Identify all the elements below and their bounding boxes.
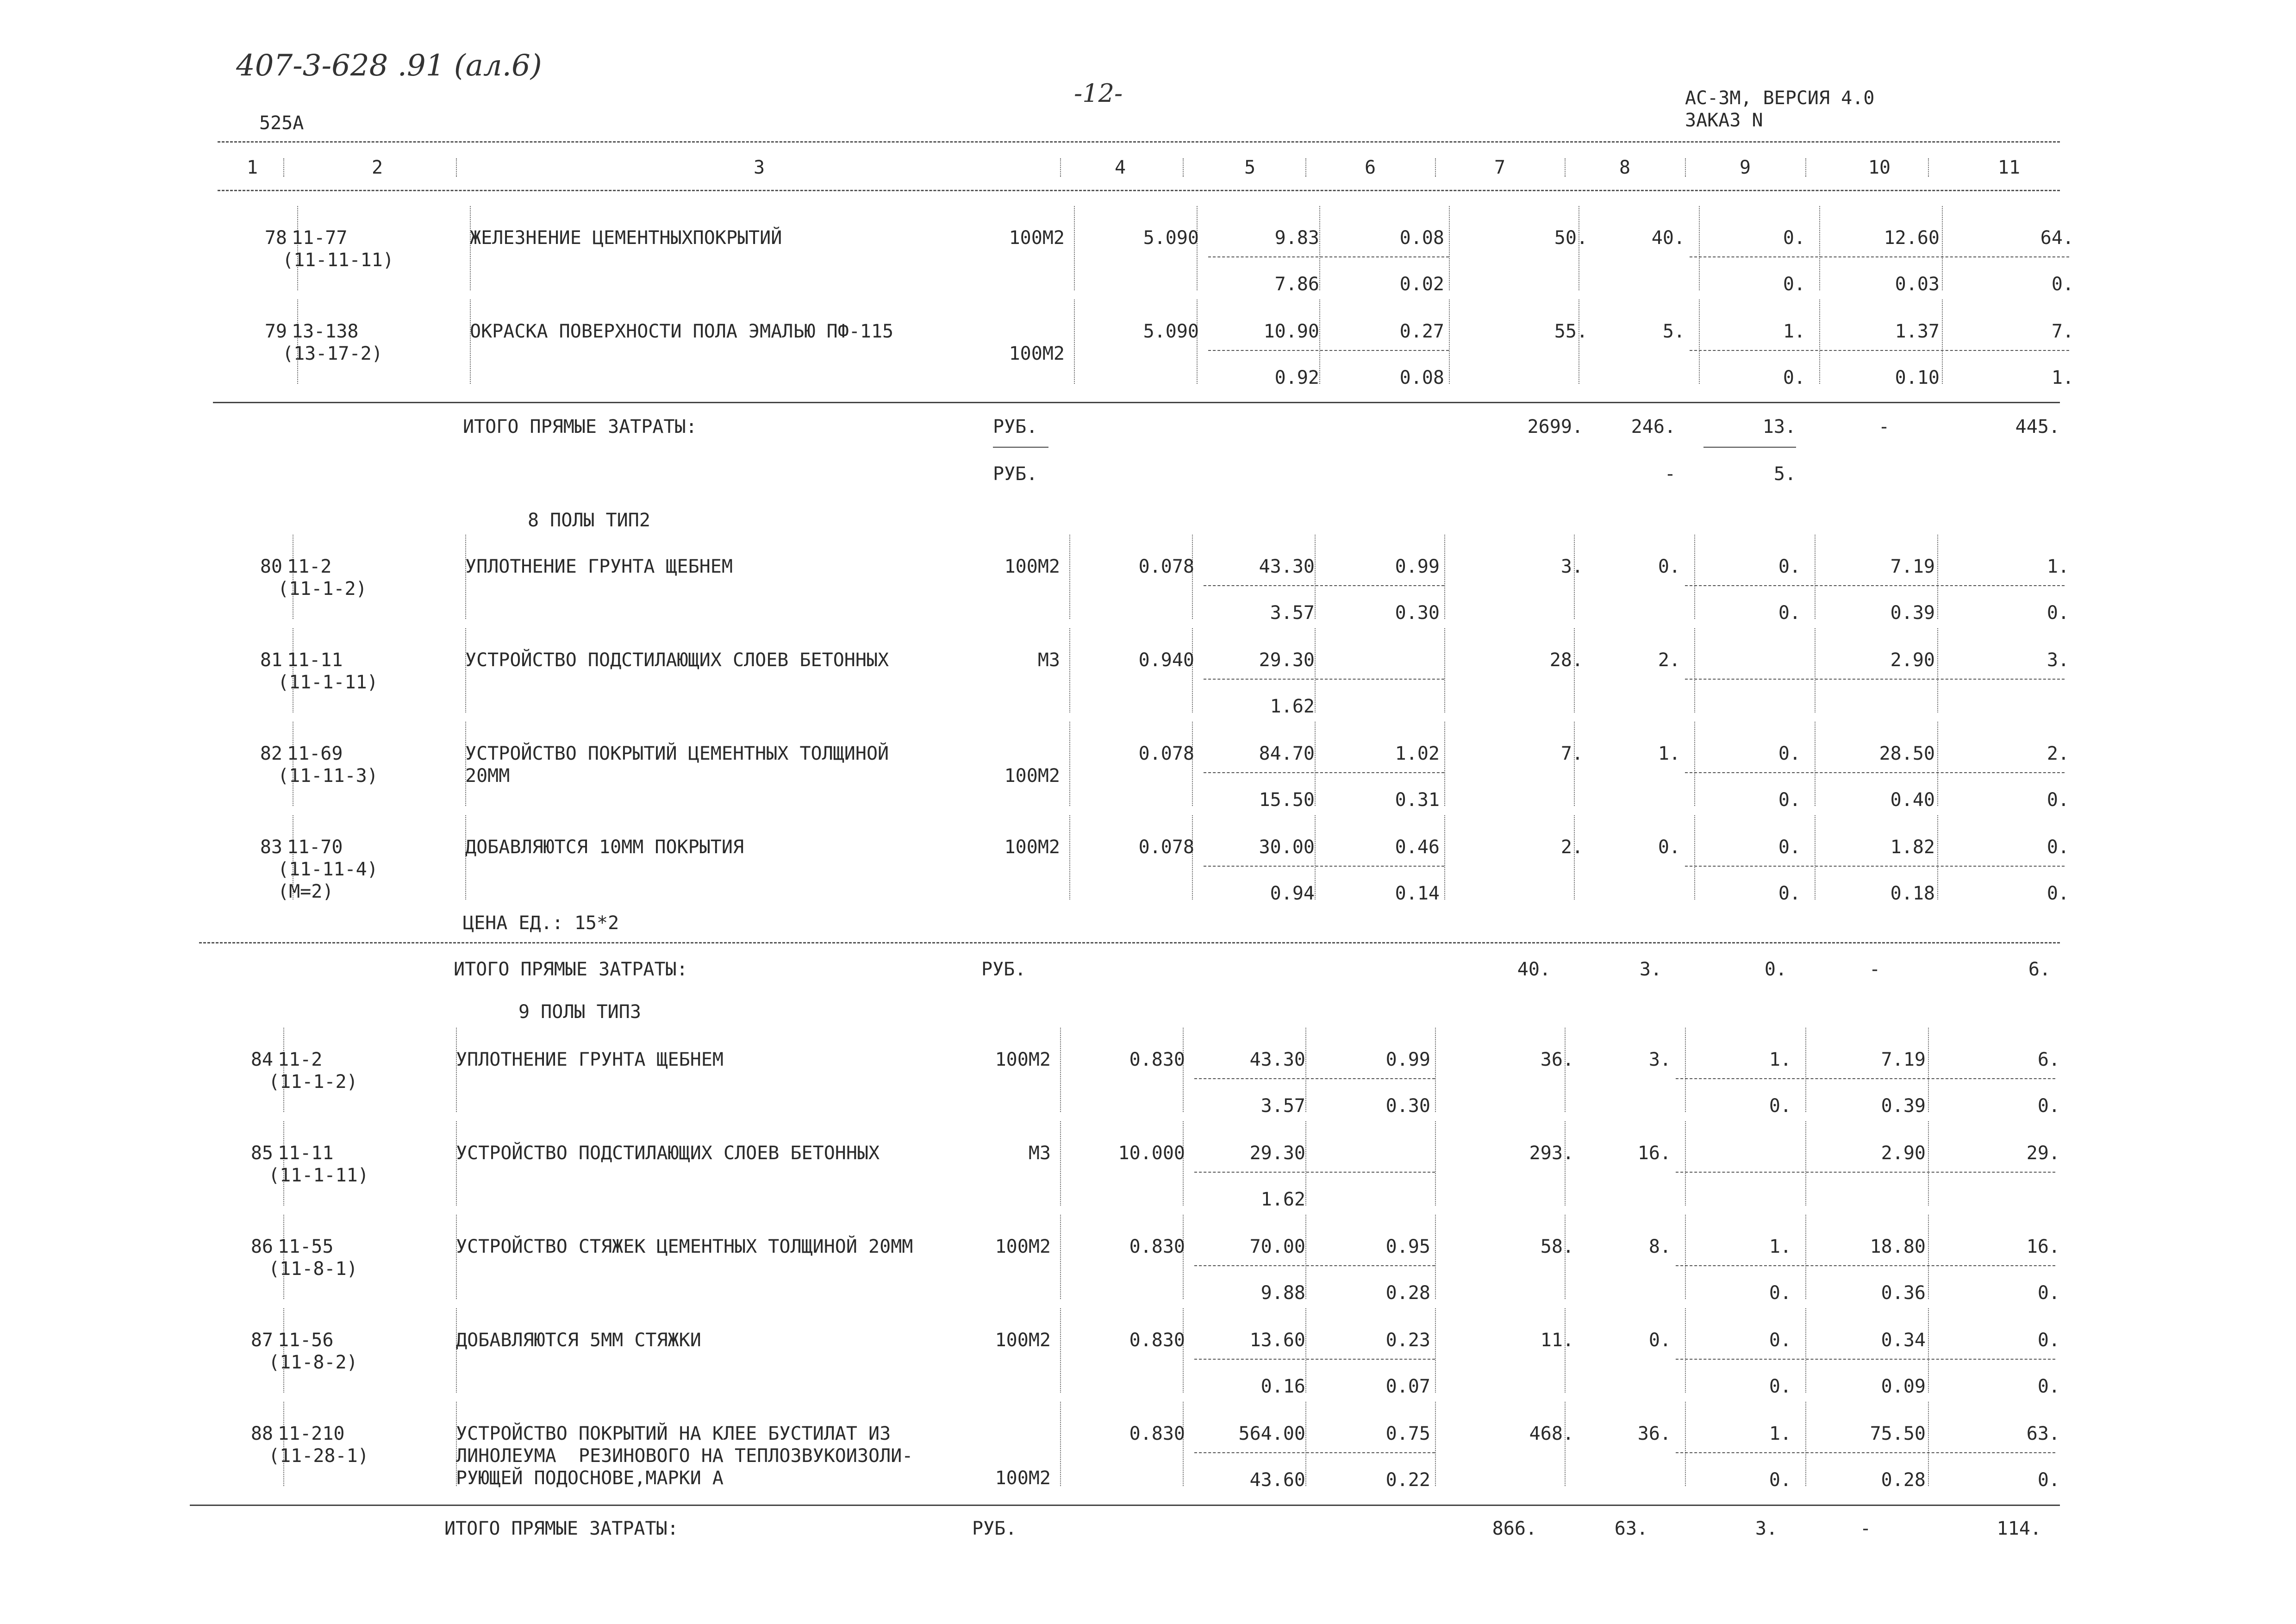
- row-subcode: (11-1-2): [268, 1071, 358, 1093]
- cell-c7: 50.: [1554, 227, 1588, 249]
- cell-c7: 28.: [1549, 650, 1583, 671]
- sub-rule: [1204, 772, 1444, 773]
- row-unit: М3: [1037, 650, 1060, 671]
- row-code: 11-11: [278, 1143, 334, 1164]
- total-c10: -: [1878, 416, 1890, 437]
- cell-price-2: 0.16: [1260, 1376, 1305, 1397]
- sub-rule: [1685, 679, 2065, 680]
- cell-price: 13.60: [1249, 1330, 1305, 1351]
- cell-c11: 16.: [2026, 1236, 2060, 1257]
- column-separator: [1069, 815, 1070, 899]
- column-header-1: 1: [246, 157, 258, 178]
- row-unit: М3: [1028, 1143, 1051, 1164]
- cell-c9: 0.: [1769, 1330, 1791, 1351]
- cell-c10-2: 0.39: [1890, 602, 1935, 624]
- cell-c8: 0.: [1658, 837, 1680, 858]
- block-1-rule: [213, 402, 2060, 403]
- cell-c11: 6.: [2037, 1049, 2060, 1070]
- header-bottom-rule: [218, 190, 2060, 191]
- cell-c7: 2.: [1560, 837, 1583, 858]
- cell-price: 29.30: [1249, 1143, 1305, 1164]
- total-c11: 114.: [1997, 1518, 2041, 1539]
- cell-c9: 0.: [1778, 743, 1801, 764]
- column-separator: [1060, 1215, 1061, 1299]
- cell-c10: 18.80: [1870, 1236, 1926, 1257]
- cell-c9-2: 0.: [1778, 883, 1801, 904]
- section-8-title: 8 ПОЛЫ ТИП2: [528, 510, 650, 531]
- cell-c11-2: 0.: [2037, 1376, 2060, 1397]
- cell-c9-2: 0.: [1783, 367, 1805, 388]
- sub-rule: [1676, 1359, 2055, 1360]
- cell-qty: 5.090: [1143, 321, 1199, 342]
- sub-rule: [1676, 1452, 2055, 1453]
- row-unit: 100М2: [1009, 227, 1065, 249]
- cell-c10-2: 0.40: [1890, 789, 1935, 811]
- cell-c7: 58.: [1540, 1236, 1574, 1257]
- total-unit: РУБ.: [972, 1518, 1017, 1539]
- cell-c9: 0.: [1778, 556, 1801, 577]
- cell-c8: 3.: [1648, 1049, 1671, 1070]
- cell-price: 29.30: [1259, 650, 1315, 671]
- total-unit: РУБ.: [993, 416, 1038, 437]
- cell-c11: 1.: [2046, 556, 2069, 577]
- cell-c9: 1.: [1783, 321, 1805, 342]
- cell-c8: 0.: [1648, 1330, 1671, 1351]
- column-header-7: 7: [1494, 157, 1506, 178]
- row-name-line: ДОБАВЛЯЮТСЯ 10ММ ПОКРЫТИЯ: [465, 837, 744, 858]
- row-subcode: (11-8-1): [268, 1258, 358, 1280]
- sub-rule: [1208, 350, 1449, 351]
- cell-price: 70.00: [1249, 1236, 1305, 1257]
- row-name-line: РУЮЩЕЙ ПОДОСНОВЕ,МАРКИ А: [456, 1468, 724, 1489]
- cell-price-2: 3.57: [1260, 1095, 1305, 1117]
- sub-rule: [1685, 866, 2065, 867]
- cell-c8: 0.: [1658, 556, 1680, 577]
- row-number: 84: [250, 1049, 273, 1070]
- total-c7: 40.: [1517, 959, 1551, 980]
- row-unit: 100М2: [1004, 765, 1060, 787]
- row-name-line: ОКРАСКА ПОВЕРХНОСТИ ПОЛА ЭМАЛЬЮ ПФ-115: [470, 321, 894, 342]
- column-separator: [1685, 1121, 1686, 1206]
- column-separator: [1060, 1028, 1061, 1112]
- row-unit: 100М2: [995, 1049, 1051, 1070]
- total-c9-b: 5.: [1773, 463, 1796, 485]
- row-unit: 100М2: [995, 1236, 1051, 1257]
- cell-c11-2: 0.: [2037, 1282, 2060, 1304]
- cell-c11-2: 0.: [2051, 274, 2074, 295]
- block-2-rule: [199, 942, 2060, 943]
- cell-c9-2: 0.: [1769, 1469, 1791, 1491]
- row-code: 11-56: [278, 1330, 334, 1351]
- cell-c11: 2.: [2046, 743, 2069, 764]
- total-c8: 246.: [1631, 416, 1676, 437]
- sub-rule: [1676, 1078, 2055, 1079]
- header-top-rule: [218, 141, 2060, 143]
- column-separator: [1694, 628, 1695, 712]
- cell-c9: 0.: [1783, 227, 1805, 249]
- cell-c10: 1.37: [1895, 321, 1940, 342]
- handwritten-code: 407-3-628 .91 (ал.6): [236, 49, 542, 83]
- sub-rule: [1208, 256, 1449, 257]
- cell-qty: 0.830: [1129, 1423, 1185, 1444]
- cell-price-2: 1.62: [1260, 1189, 1305, 1210]
- column-separator: [1305, 158, 1306, 177]
- cell-c8: 36.: [1637, 1423, 1671, 1444]
- cell-c11-2: 0.: [2037, 1095, 2060, 1117]
- row-number: 81: [260, 650, 282, 671]
- cell-c9-2: 0.: [1769, 1282, 1791, 1304]
- cell-price: 564.00: [1238, 1423, 1305, 1444]
- cell-c10-2: 0.28: [1881, 1469, 1926, 1491]
- column-separator: [1305, 1308, 1306, 1393]
- sub-rule: [1194, 1078, 1435, 1079]
- column-separator: [1060, 1402, 1061, 1486]
- column-separator: [1060, 158, 1061, 177]
- cell-c11: 7.: [2051, 321, 2074, 342]
- row-name-line: ЛИНОЛЕУМА РЕЗИНОВОГО НА ТЕПЛОЗВУКОИЗОЛИ-: [456, 1445, 913, 1467]
- cell-qty: 0.940: [1138, 650, 1194, 671]
- cell-c11: 29.: [2026, 1143, 2060, 1164]
- row-name-line: УСТРОЙСТВО СТЯЖЕК ЦЕМЕНТНЫХ ТОЛЩИНОЙ 20ММ: [456, 1236, 913, 1257]
- cell-c10-2: 0.03: [1895, 274, 1940, 295]
- cell-price-2: 9.88: [1260, 1282, 1305, 1304]
- row-subcode-2: (М=2): [278, 881, 334, 902]
- column-header-11: 11: [1997, 157, 2021, 178]
- cell-c6-2: 0.07: [1385, 1376, 1430, 1397]
- cell-c10: 0.34: [1881, 1330, 1926, 1351]
- cell-c6-2: 0.30: [1395, 602, 1440, 624]
- row-subcode: (11-1-11): [278, 672, 378, 693]
- cell-c9-2: 0.: [1769, 1095, 1791, 1117]
- sub-rule: [1204, 679, 1444, 680]
- column-separator: [1315, 535, 1316, 619]
- sub-rule: [1676, 1265, 2055, 1266]
- cell-c7: 55.: [1554, 321, 1588, 342]
- cell-c11: 0.: [2046, 837, 2069, 858]
- row-subcode: (13-17-2): [282, 343, 383, 364]
- column-separator: [1305, 1121, 1306, 1206]
- cell-qty: 0.830: [1129, 1049, 1185, 1070]
- total-label: ИТОГО ПРЯМЫЕ ЗАТРАТЫ:: [463, 416, 697, 437]
- row-subcode: (11-11-4): [278, 859, 378, 880]
- row-code: 11-11: [287, 650, 343, 671]
- cell-c6-2: 0.08: [1399, 367, 1444, 388]
- cell-c6-2: 0.31: [1395, 789, 1440, 811]
- cell-c10-2: 0.10: [1895, 367, 1940, 388]
- column-separator: [1315, 628, 1316, 712]
- sub-rule: [1685, 772, 2065, 773]
- row-number: 79: [264, 321, 287, 342]
- sub-rule: [1194, 1172, 1435, 1173]
- sub-rule: [1676, 1172, 2055, 1173]
- sub-rule: [1194, 1265, 1435, 1266]
- sub-rule: [1685, 585, 2065, 586]
- row-code: 11-55: [278, 1236, 334, 1257]
- unit-underline: [993, 447, 1048, 448]
- column-separator: [1315, 815, 1316, 899]
- column-separator: [1565, 158, 1566, 177]
- column-header-10: 10: [1868, 157, 1891, 178]
- column-separator: [1060, 1308, 1061, 1393]
- cell-price-2: 7.86: [1274, 274, 1319, 295]
- cell-c8: 40.: [1651, 227, 1685, 249]
- column-separator: [1315, 722, 1316, 806]
- cell-c9: 1.: [1769, 1236, 1791, 1257]
- column-separator: [1319, 206, 1320, 290]
- sub-rule: [1194, 1452, 1435, 1453]
- cell-qty: 0.078: [1138, 743, 1194, 764]
- cell-c6-2: 0.02: [1399, 274, 1444, 295]
- row-name-line: ЖЕЛЕЗНЕНИЕ ЦЕМЕНТНЫХПОКРЫТИЙ: [470, 227, 782, 249]
- page-number: -12-: [1074, 79, 1123, 108]
- c9-underline: [1703, 447, 1796, 448]
- cell-c10-2: 0.18: [1890, 883, 1935, 904]
- cell-price-2: 0.92: [1274, 367, 1319, 388]
- row-subcode: (11-28-1): [268, 1445, 369, 1467]
- column-separator: [1069, 722, 1070, 806]
- cell-c11: 63.: [2026, 1423, 2060, 1444]
- cell-qty: 0.078: [1138, 837, 1194, 858]
- row-unit: 100М2: [1004, 556, 1060, 577]
- program-version: АС-3М, ВЕРСИЯ 4.0: [1685, 87, 1875, 109]
- cell-c7: 293.: [1529, 1143, 1574, 1164]
- column-separator: [1060, 1121, 1061, 1206]
- cell-price: 30.00: [1259, 837, 1315, 858]
- cell-price: 84.70: [1259, 743, 1315, 764]
- cell-c7: 36.: [1540, 1049, 1574, 1070]
- sub-rule: [1194, 1359, 1435, 1360]
- row-number: 83: [260, 837, 282, 858]
- column-separator: [1319, 300, 1320, 384]
- row-name-line: УПЛОТНЕНИЕ ГРУНТА ЩЕБНЕМ: [456, 1049, 724, 1070]
- cell-c10: 12.60: [1884, 227, 1940, 249]
- cell-c6: 0.95: [1385, 1236, 1430, 1257]
- cell-c11-2: 0.: [2046, 602, 2069, 624]
- cell-c10: 28.50: [1879, 743, 1935, 764]
- column-separator: [1074, 206, 1075, 290]
- column-header-4: 4: [1114, 157, 1126, 178]
- cell-price: 9.83: [1274, 227, 1319, 249]
- cell-c9: 1.: [1769, 1423, 1791, 1444]
- cell-c7: 3.: [1560, 556, 1583, 577]
- column-separator: [283, 158, 284, 177]
- row-subcode: (11-11-11): [282, 250, 394, 271]
- total-c8-b: -: [1664, 463, 1676, 485]
- cell-price: 43.30: [1249, 1049, 1305, 1070]
- total-c9: 13.: [1762, 416, 1796, 437]
- column-header-8: 8: [1619, 157, 1631, 178]
- cell-c7: 11.: [1540, 1330, 1574, 1351]
- column-separator: [1928, 158, 1929, 177]
- row-name-line: УСТРОЙСТВО ПОКРЫТИЙ ЦЕМЕНТНЫХ ТОЛЩИНОЙ: [465, 743, 889, 764]
- row-subcode: (11-1-2): [278, 578, 367, 600]
- sub-rule: [1204, 866, 1444, 867]
- cell-price-2: 1.62: [1270, 696, 1315, 717]
- cell-qty: 10.000: [1118, 1143, 1185, 1164]
- total-unit-2: РУБ.: [993, 463, 1038, 485]
- row-number: 87: [250, 1330, 273, 1351]
- cell-c11: 64.: [2040, 227, 2074, 249]
- column-separator: [1305, 1402, 1306, 1486]
- cell-c10-2: 0.09: [1881, 1376, 1926, 1397]
- row-name-line: УСТРОЙСТВО ПОКРЫТИЙ НА КЛЕЕ БУСТИЛАТ ИЗ: [456, 1423, 891, 1444]
- row-number: 86: [250, 1236, 273, 1257]
- cell-c7: 468.: [1529, 1423, 1574, 1444]
- row-subcode: (11-8-2): [268, 1352, 358, 1373]
- row-number: 85: [250, 1143, 273, 1164]
- row-unit: 100М2: [995, 1330, 1051, 1351]
- price-note: ЦЕНА ЕД.: 15*2: [463, 912, 619, 934]
- cell-qty: 5.090: [1143, 227, 1199, 249]
- cell-c9: 1.: [1769, 1049, 1791, 1070]
- cell-c10: 75.50: [1870, 1423, 1926, 1444]
- row-name-line: УПЛОТНЕНИЕ ГРУНТА ЩЕБНЕМ: [465, 556, 733, 577]
- total-c9: 0.: [1764, 959, 1787, 980]
- left-code: 525А: [259, 112, 304, 134]
- column-separator: [1805, 158, 1806, 177]
- cell-c11-2: 0.: [2037, 1469, 2060, 1491]
- column-header-2: 2: [371, 157, 383, 178]
- total-c11: 445.: [2015, 416, 2060, 437]
- cell-c6-2: 0.14: [1395, 883, 1440, 904]
- total-label: ИТОГО ПРЯМЫЕ ЗАТРАТЫ:: [444, 1518, 679, 1539]
- row-name-line: 20ММ: [465, 765, 510, 787]
- total-c11: 6.: [2028, 959, 2051, 980]
- column-separator: [1183, 158, 1184, 177]
- total-c7: 866.: [1492, 1518, 1537, 1539]
- row-number: 78: [264, 227, 287, 249]
- cell-c6: 1.02: [1395, 743, 1440, 764]
- total-c9: 3.: [1755, 1518, 1778, 1539]
- cell-c11: 0.: [2037, 1330, 2060, 1351]
- sub-rule: [1690, 350, 2069, 351]
- cell-c9-2: 0.: [1769, 1376, 1791, 1397]
- cell-c6: 0.46: [1395, 837, 1440, 858]
- row-number: 88: [250, 1423, 273, 1444]
- column-separator: [456, 158, 457, 177]
- cell-qty: 0.078: [1138, 556, 1194, 577]
- cell-c6: 0.99: [1395, 556, 1440, 577]
- cell-c9: 0.: [1778, 837, 1801, 858]
- cell-c6-2: 0.30: [1385, 1095, 1430, 1117]
- cell-c10: 7.19: [1890, 556, 1935, 577]
- cell-c11-2: 0.: [2046, 789, 2069, 811]
- row-code: 11-2: [287, 556, 332, 577]
- column-separator: [1435, 158, 1436, 177]
- cell-c10: 2.90: [1881, 1143, 1926, 1164]
- column-separator: [1685, 158, 1686, 177]
- row-name-line: УСТРОЙСТВО ПОДСТИЛАЮЩИХ СЛОЕВ БЕТОННЫХ: [465, 650, 889, 671]
- total-c8: 63.: [1614, 1518, 1648, 1539]
- column-separator: [1074, 300, 1075, 384]
- cell-c11: 3.: [2046, 650, 2069, 671]
- sub-rule: [1690, 256, 2069, 257]
- cell-price-2: 15.50: [1259, 789, 1315, 811]
- cell-c8: 8.: [1648, 1236, 1671, 1257]
- total-c8: 3.: [1639, 959, 1662, 980]
- row-subcode: (11-1-11): [268, 1165, 369, 1186]
- cell-price: 10.90: [1263, 321, 1319, 342]
- row-code: 11-2: [278, 1049, 323, 1070]
- cell-c8: 5.: [1662, 321, 1685, 342]
- cell-c9-2: 0.: [1783, 274, 1805, 295]
- row-number: 80: [260, 556, 282, 577]
- cell-qty: 0.830: [1129, 1330, 1185, 1351]
- cell-c10: 7.19: [1881, 1049, 1926, 1070]
- cell-c11-2: 0.: [2046, 883, 2069, 904]
- cell-c8: 1.: [1658, 743, 1680, 764]
- order-number: ЗАКАЗ N: [1685, 110, 1763, 131]
- cell-c6-2: 0.28: [1385, 1282, 1430, 1304]
- cell-c10: 1.82: [1890, 837, 1935, 858]
- cell-c8: 16.: [1637, 1143, 1671, 1164]
- column-separator: [1305, 1215, 1306, 1299]
- cell-c6: 0.27: [1399, 321, 1444, 342]
- cell-c6: 0.08: [1399, 227, 1444, 249]
- cell-price: 43.30: [1259, 556, 1315, 577]
- column-header-3: 3: [753, 157, 765, 178]
- row-subcode: (11-11-3): [278, 765, 378, 787]
- total-c7: 2699.: [1527, 416, 1583, 437]
- sub-rule: [1204, 585, 1444, 586]
- total-c10: -: [1869, 959, 1881, 980]
- row-code: 11-77: [292, 227, 348, 249]
- row-code: 11-70: [287, 837, 343, 858]
- cell-price-2: 3.57: [1270, 602, 1315, 624]
- row-unit: 100М2: [1004, 837, 1060, 858]
- column-separator: [1069, 628, 1070, 712]
- total-unit: РУБ.: [981, 959, 1026, 980]
- row-number: 82: [260, 743, 282, 764]
- cell-price-2: 43.60: [1249, 1469, 1305, 1491]
- row-code: 11-210: [278, 1423, 345, 1444]
- column-header-9: 9: [1739, 157, 1751, 178]
- cell-c9-2: 0.: [1778, 789, 1801, 811]
- column-header-6: 6: [1364, 157, 1376, 178]
- cell-c6: 0.23: [1385, 1330, 1430, 1351]
- row-code: 11-69: [287, 743, 343, 764]
- cell-c7: 7.: [1560, 743, 1583, 764]
- column-header-5: 5: [1244, 157, 1256, 178]
- cell-c6: 0.75: [1385, 1423, 1430, 1444]
- cell-c11-2: 1.: [2051, 367, 2074, 388]
- column-separator: [1069, 535, 1070, 619]
- total-label: ИТОГО ПРЯМЫЕ ЗАТРАТЫ:: [454, 959, 688, 980]
- cell-qty: 0.830: [1129, 1236, 1185, 1257]
- row-name-line: ДОБАВЛЯЮТСЯ 5ММ СТЯЖКИ: [456, 1330, 701, 1351]
- column-separator: [1305, 1028, 1306, 1112]
- row-unit: 100М2: [995, 1468, 1051, 1489]
- cell-c10-2: 0.39: [1881, 1095, 1926, 1117]
- row-code: 13-138: [292, 321, 359, 342]
- cell-c10: 2.90: [1890, 650, 1935, 671]
- cell-c6: 0.99: [1385, 1049, 1430, 1070]
- block-3-rule: [190, 1505, 2060, 1506]
- section-9-title: 9 ПОЛЫ ТИП3: [518, 1001, 641, 1023]
- cell-c10-2: 0.36: [1881, 1282, 1926, 1304]
- row-name-line: УСТРОЙСТВО ПОДСТИЛАЮЩИХ СЛОЕВ БЕТОННЫХ: [456, 1143, 880, 1164]
- row-unit: 100М2: [1009, 343, 1065, 364]
- cell-price-2: 0.94: [1270, 883, 1315, 904]
- cell-c6-2: 0.22: [1385, 1469, 1430, 1491]
- cell-c8: 2.: [1658, 650, 1680, 671]
- cell-c9-2: 0.: [1778, 602, 1801, 624]
- total-c10: -: [1859, 1518, 1872, 1539]
